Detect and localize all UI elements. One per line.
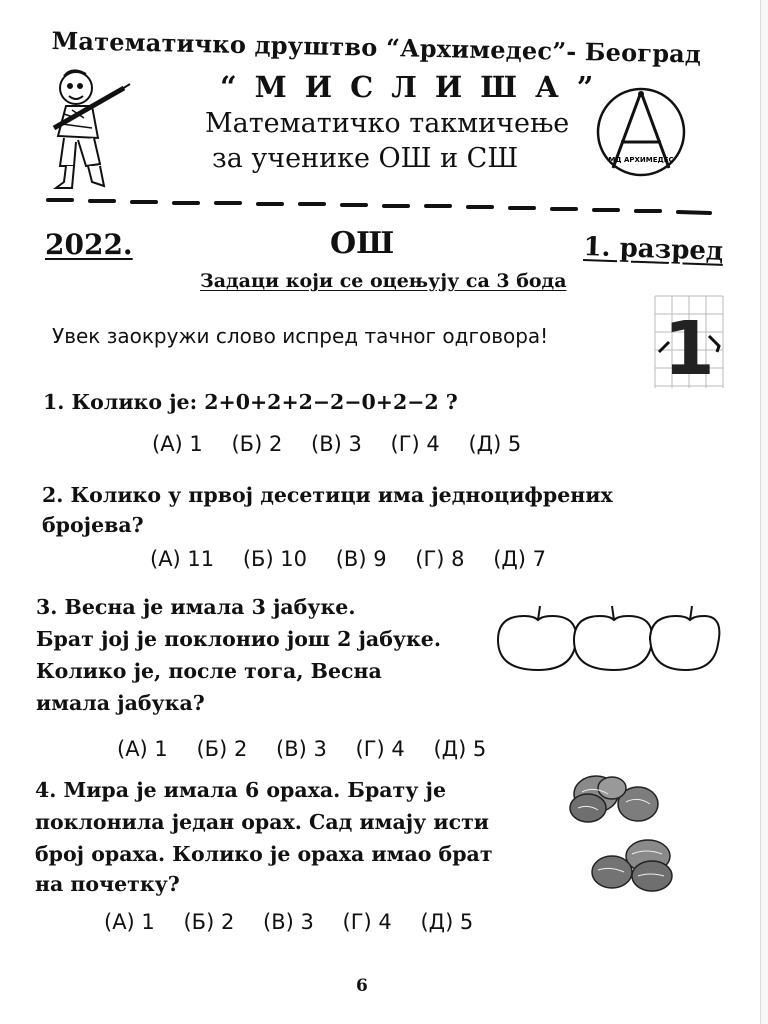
school-level-label: ОШ — [330, 226, 395, 261]
question-2-text-line2: бројева? — [42, 513, 144, 537]
answer-option[interactable]: (Д) 5 — [433, 737, 487, 761]
question-3-text-line4: имала јабука? — [36, 691, 205, 715]
question-4-text-line1: 4. Мира је имала 6 ораха. Брату је — [35, 778, 446, 802]
competition-subtitle-line1: Математичко такмичење — [205, 108, 570, 139]
archimedes-logo — [593, 84, 689, 180]
answer-option[interactable]: (Г) 4 — [342, 910, 392, 934]
question-1-options — [152, 432, 543, 456]
answer-option[interactable]: (А) 11 — [150, 547, 215, 571]
answer-option[interactable]: (Д) 7 — [493, 547, 547, 571]
answer-option[interactable]: (Б) 2 — [231, 432, 283, 456]
mascot-boy-illustration — [44, 66, 134, 196]
answer-option[interactable]: (В) 3 — [311, 432, 362, 456]
competition-name: “МИСЛИША” — [220, 70, 612, 104]
question-4-text-line2: поклонила један орах. Сад имају исти — [35, 810, 489, 834]
apples-illustration — [490, 600, 718, 680]
answer-option[interactable]: (Б) 2 — [183, 910, 235, 934]
page-number: 6 — [356, 976, 368, 996]
answer-option[interactable]: (Д) 5 — [468, 432, 522, 456]
answer-option[interactable]: (Д) 5 — [420, 910, 474, 934]
question-2-text-line1: 2. Колико у првој десетици има једноцифрених — [42, 483, 613, 507]
instruction-text: Увек заокружи слово испред тачног одговора! — [52, 324, 549, 348]
question-4-text-line3: број ораха. Колико је ораха имао брат — [35, 842, 493, 866]
logo-text: МД АРХИМЕДЕС — [608, 156, 674, 164]
answer-option[interactable]: (В) 9 — [335, 547, 387, 571]
answer-option[interactable]: (Г) 4 — [390, 432, 440, 456]
answer-option[interactable]: (А) 1 — [104, 910, 155, 934]
answer-option[interactable]: (Б) 2 — [196, 737, 248, 761]
badge-number: 1 — [663, 306, 715, 392]
answer-option[interactable]: (В) 3 — [276, 737, 327, 761]
answer-option[interactable]: (В) 3 — [263, 910, 314, 934]
grade-badge-icon — [655, 296, 723, 392]
walnuts-illustration — [568, 768, 688, 898]
answer-option[interactable]: (Г) 4 — [355, 737, 405, 761]
question-3-text-line1: 3. Весна је имала 3 јабуке. — [36, 595, 356, 619]
question-3-options — [117, 737, 508, 761]
question-4-text-line4: на почетку? — [35, 872, 180, 896]
answer-option[interactable]: (Г) 8 — [415, 547, 465, 571]
grade-label: 1. разред — [582, 232, 724, 267]
question-3-text-line3: Колико је, после тога, Весна — [36, 659, 382, 683]
question-2-options — [150, 547, 568, 571]
answer-option[interactable]: (Б) 10 — [242, 547, 308, 571]
question-3-text-line2: Брат јој је поклонио још 2 јабуке. — [36, 627, 441, 651]
question-1-text: 1. Колико је: 2+0+2+2−2−0+2−2 ? — [43, 390, 458, 414]
competition-subtitle-line2: за ученике ОШ и СШ — [212, 143, 519, 174]
answer-option[interactable]: (А) 1 — [117, 737, 168, 761]
answer-option[interactable]: (А) 1 — [152, 432, 203, 456]
year-label: 2022. — [45, 228, 133, 261]
society-title: Математичко друштво “Архимедес”- Београд — [51, 26, 702, 69]
header-separator — [46, 196, 716, 220]
points-heading: Задаци који се оцењују са 3 бода — [200, 270, 567, 292]
question-4-options — [104, 910, 495, 934]
